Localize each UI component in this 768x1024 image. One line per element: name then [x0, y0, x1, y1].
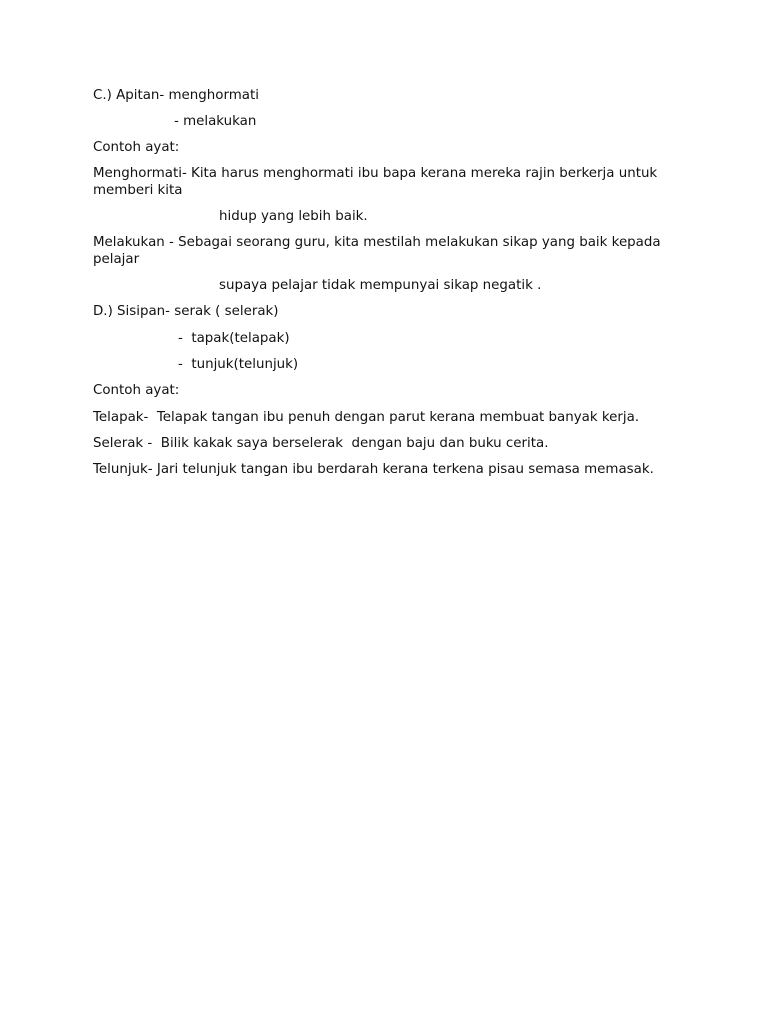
section-c-heading: C.) Apitan- menghormati — [93, 88, 259, 103]
section-d-contoh-label: Contoh ayat: — [93, 383, 180, 398]
section-d-item-tunjuk: - tunjuk(telunjuk) — [178, 357, 299, 372]
section-d-heading: D.) Sisipan- serak ( selerak) — [93, 304, 279, 319]
section-d-example-telapak: Telapak- Telapak tangan ibu penuh dengan parut kerana membuat banyak kerja. — [93, 410, 640, 425]
section-d-item-tapak: - tapak(telapak) — [178, 331, 290, 346]
section-c-example-2-continuation: supaya pelajar tidak mempunyai sikap negatik . — [219, 278, 542, 293]
section-d-example-selerak: Selerak - Bilik kakak saya berselerak dengan baju dan buku cerita. — [93, 436, 549, 451]
section-c-contoh-label: Contoh ayat: — [93, 140, 180, 155]
section-c-example-2: Melakukan - Sebagai seorang guru, kita mestilah melakukan sikap yang baik kepada pelajar — [93, 235, 661, 267]
section-d-example-telunjuk: Telunjuk- Jari telunjuk tangan ibu berdarah kerana terkena pisau semasa memasak. — [93, 462, 654, 477]
section-c-example-1-continuation: hidup yang lebih baik. — [219, 209, 368, 224]
section-c-example-1: Menghormati- Kita harus menghormati ibu bapa kerana mereka rajin berkerja untuk memberi kita — [93, 166, 658, 198]
section-c-item-melakukan: - melakukan — [174, 114, 257, 129]
